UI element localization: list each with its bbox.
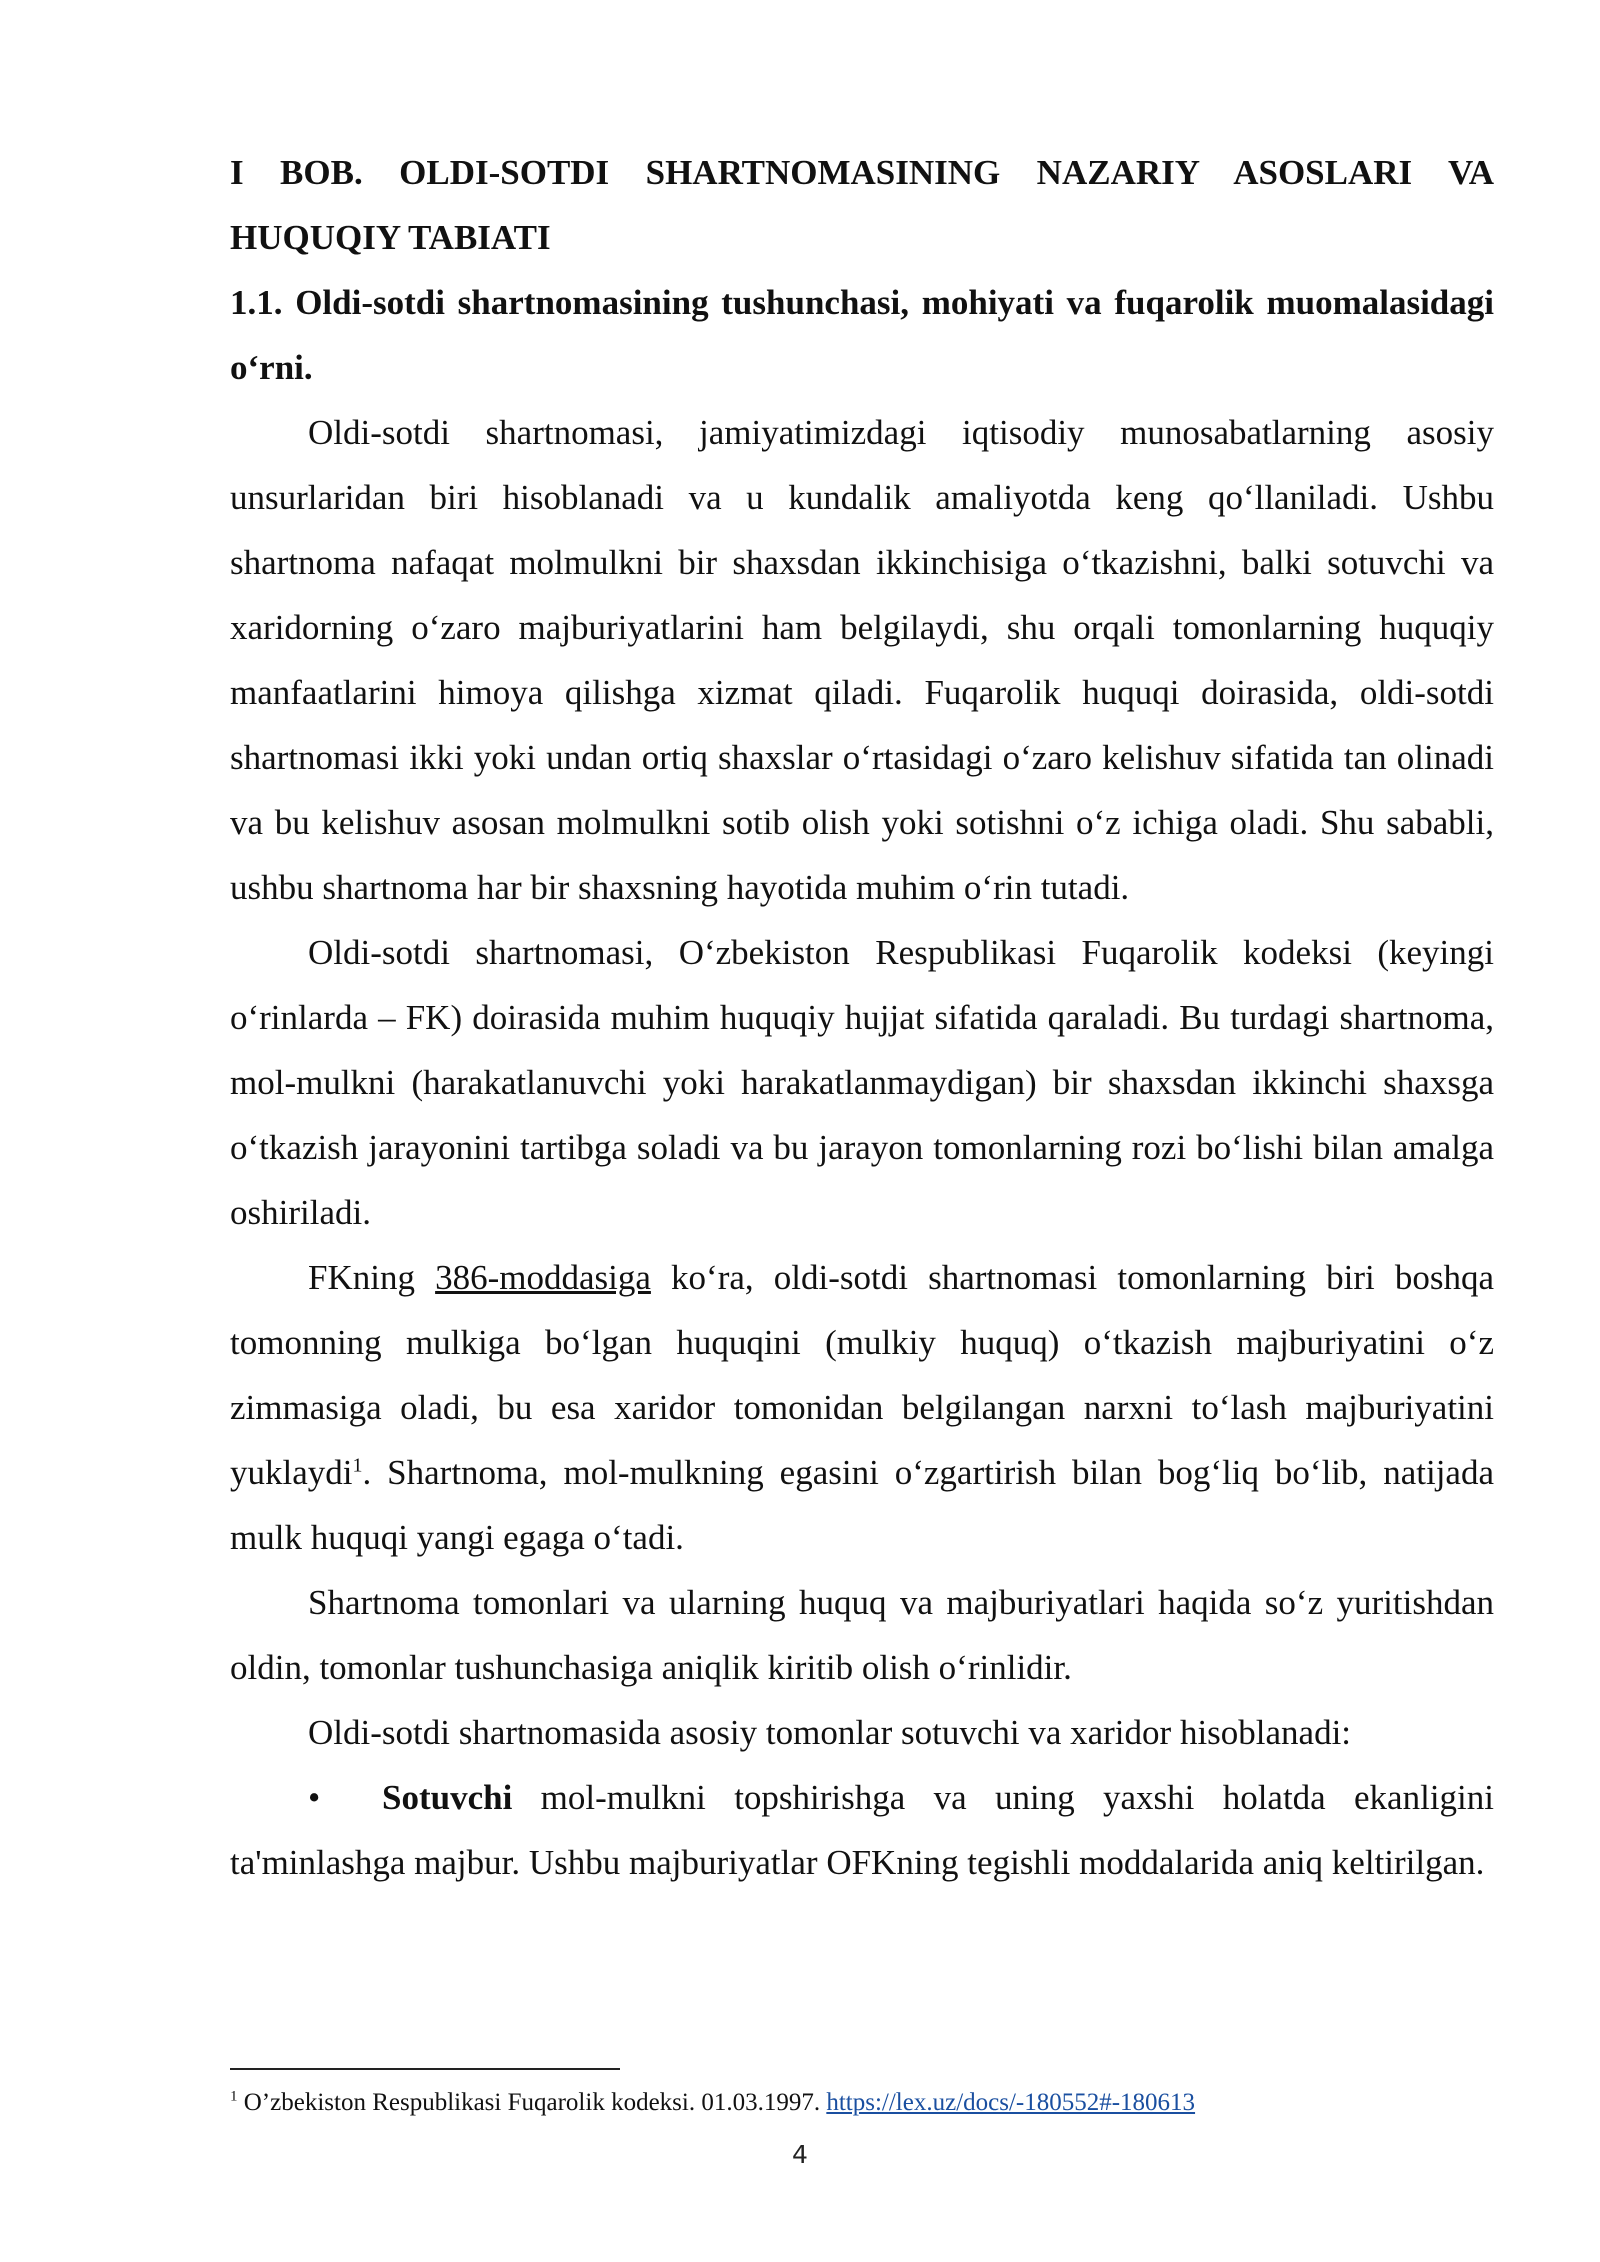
paragraph-3-end: . Shartnoma, mol-mulkning egasini o‘zgartirish bilan bog‘liq bo‘lib, natijada mulk huquqi yangi egaga o‘tadi. xyxy=(230,1453,1494,1557)
article-386-link[interactable]: 386-moddasiga xyxy=(435,1258,651,1297)
bullet-item-seller xyxy=(230,1765,1494,1895)
page-number: 4 xyxy=(792,2140,808,2169)
paragraph-4: Shartnoma tomonlari va ularning huquq va majburiyatlari haqida so‘z yuritishdan oldin, tomonlar tushunchasiga aniqlik kiritib olish o‘rinlidir. xyxy=(230,1583,1494,1687)
footnote-text: O’zbekiston Respublikasi Fuqarolik kodeksi. 01.03.1997. xyxy=(237,2089,827,2116)
bullet-text: mol-mulkni topshirishga va uning yaxshi holatda ekanligini ta'minlashga majbur. Ushbu majburiyatlar OFKning tegishli moddalarida aniq keltirilgan. xyxy=(230,1778,1494,1882)
paragraph-3-lead: FKning xyxy=(308,1258,436,1297)
paragraph-1: Oldi-sotdi shartnomasi, jamiyatimizdagi iqtisodiy munosabatlarning asosiy unsurlaridan biri hisoblanadi va u kundalik amaliyotda keng qo‘llaniladi. Ushbu shartnoma nafaqat molmulkni bir shaxsdan ikkinchisiga o‘tkazishni, balki sotuvchi va xaridorning o‘zaro majburiyatlarini ham belgilaydi, shu orqali tomonlarning huquqiy manfaatlarini himoya qilishga xizmat qiladi. Fuqarolik huquqi doirasida, oldi-sotdi shartnomasi ikki yoki undan ortiq shaxslar o‘rtasidagi o‘zaro kelishuv sifatida tan olinadi va bu kelishuv asosan molmulkni sotib olish yoki sotishni o‘z ichiga oladi. Shu sababli, ushbu shartnoma har bir shaxsning hayotida muhim o‘rin tutadi. xyxy=(230,413,1494,907)
paragraph-5: Oldi-sotdi shartnomasida asosiy tomonlar sotuvchi va xaridor hisoblanadi: xyxy=(308,1713,1352,1752)
footnote-separator xyxy=(230,2068,620,2070)
bullet-icon: • xyxy=(308,1778,321,1817)
paragraph-2: Oldi-sotdi shartnomasi, O‘zbekiston Respublikasi Fuqarolik kodeksi (keyingi o‘rinlarda – FK) doirasida muhim huquqiy hujjat sifatida qaraladi. Bu turdagi shartnoma, mol-mulkni (harakatlanuvchi yoki harakatlanmaydigan) bir shaxsdan ikkinchi shaxsga o‘tkazish jarayonini tartibga soladi va bu jarayon tomonlarning rozi bo‘lishi bilan amalga oshiriladi. xyxy=(230,933,1494,1232)
section-heading: 1.1. Oldi-sotdi shartnomasining tushunchasi, mohiyati va fuqarolik muomalasidagi o‘rni. xyxy=(230,283,1494,387)
footnote-number: 1 xyxy=(230,2088,238,2105)
footnote-reference[interactable]: 1 xyxy=(352,1454,363,1477)
bullet-term: Sotuvchi xyxy=(382,1778,513,1817)
paragraph-3 xyxy=(230,1245,1494,1570)
footnote-link[interactable]: https://lex.uz/docs/-180552#-180613 xyxy=(826,2089,1196,2116)
page-content xyxy=(230,140,1494,1895)
chapter-heading: I BOB. OLDI-SOTDI SHARTNOMASINING NAZARIY ASOSLARI VA HUQUQIY TABIATI xyxy=(230,153,1494,257)
footnote xyxy=(230,2086,1494,2120)
paragraph-3-body: ko‘ra, oldi-sotdi shartnomasi tomonlarning biri boshqa tomonning mulkiga bo‘lgan huquqini (mulkiy huquq) o‘tkazish majburiyatini o‘z zimmasiga oladi, bu esa xaridor tomonidan belgilangan narxni to‘lash majburiyatini yuklaydi xyxy=(230,1258,1494,1492)
